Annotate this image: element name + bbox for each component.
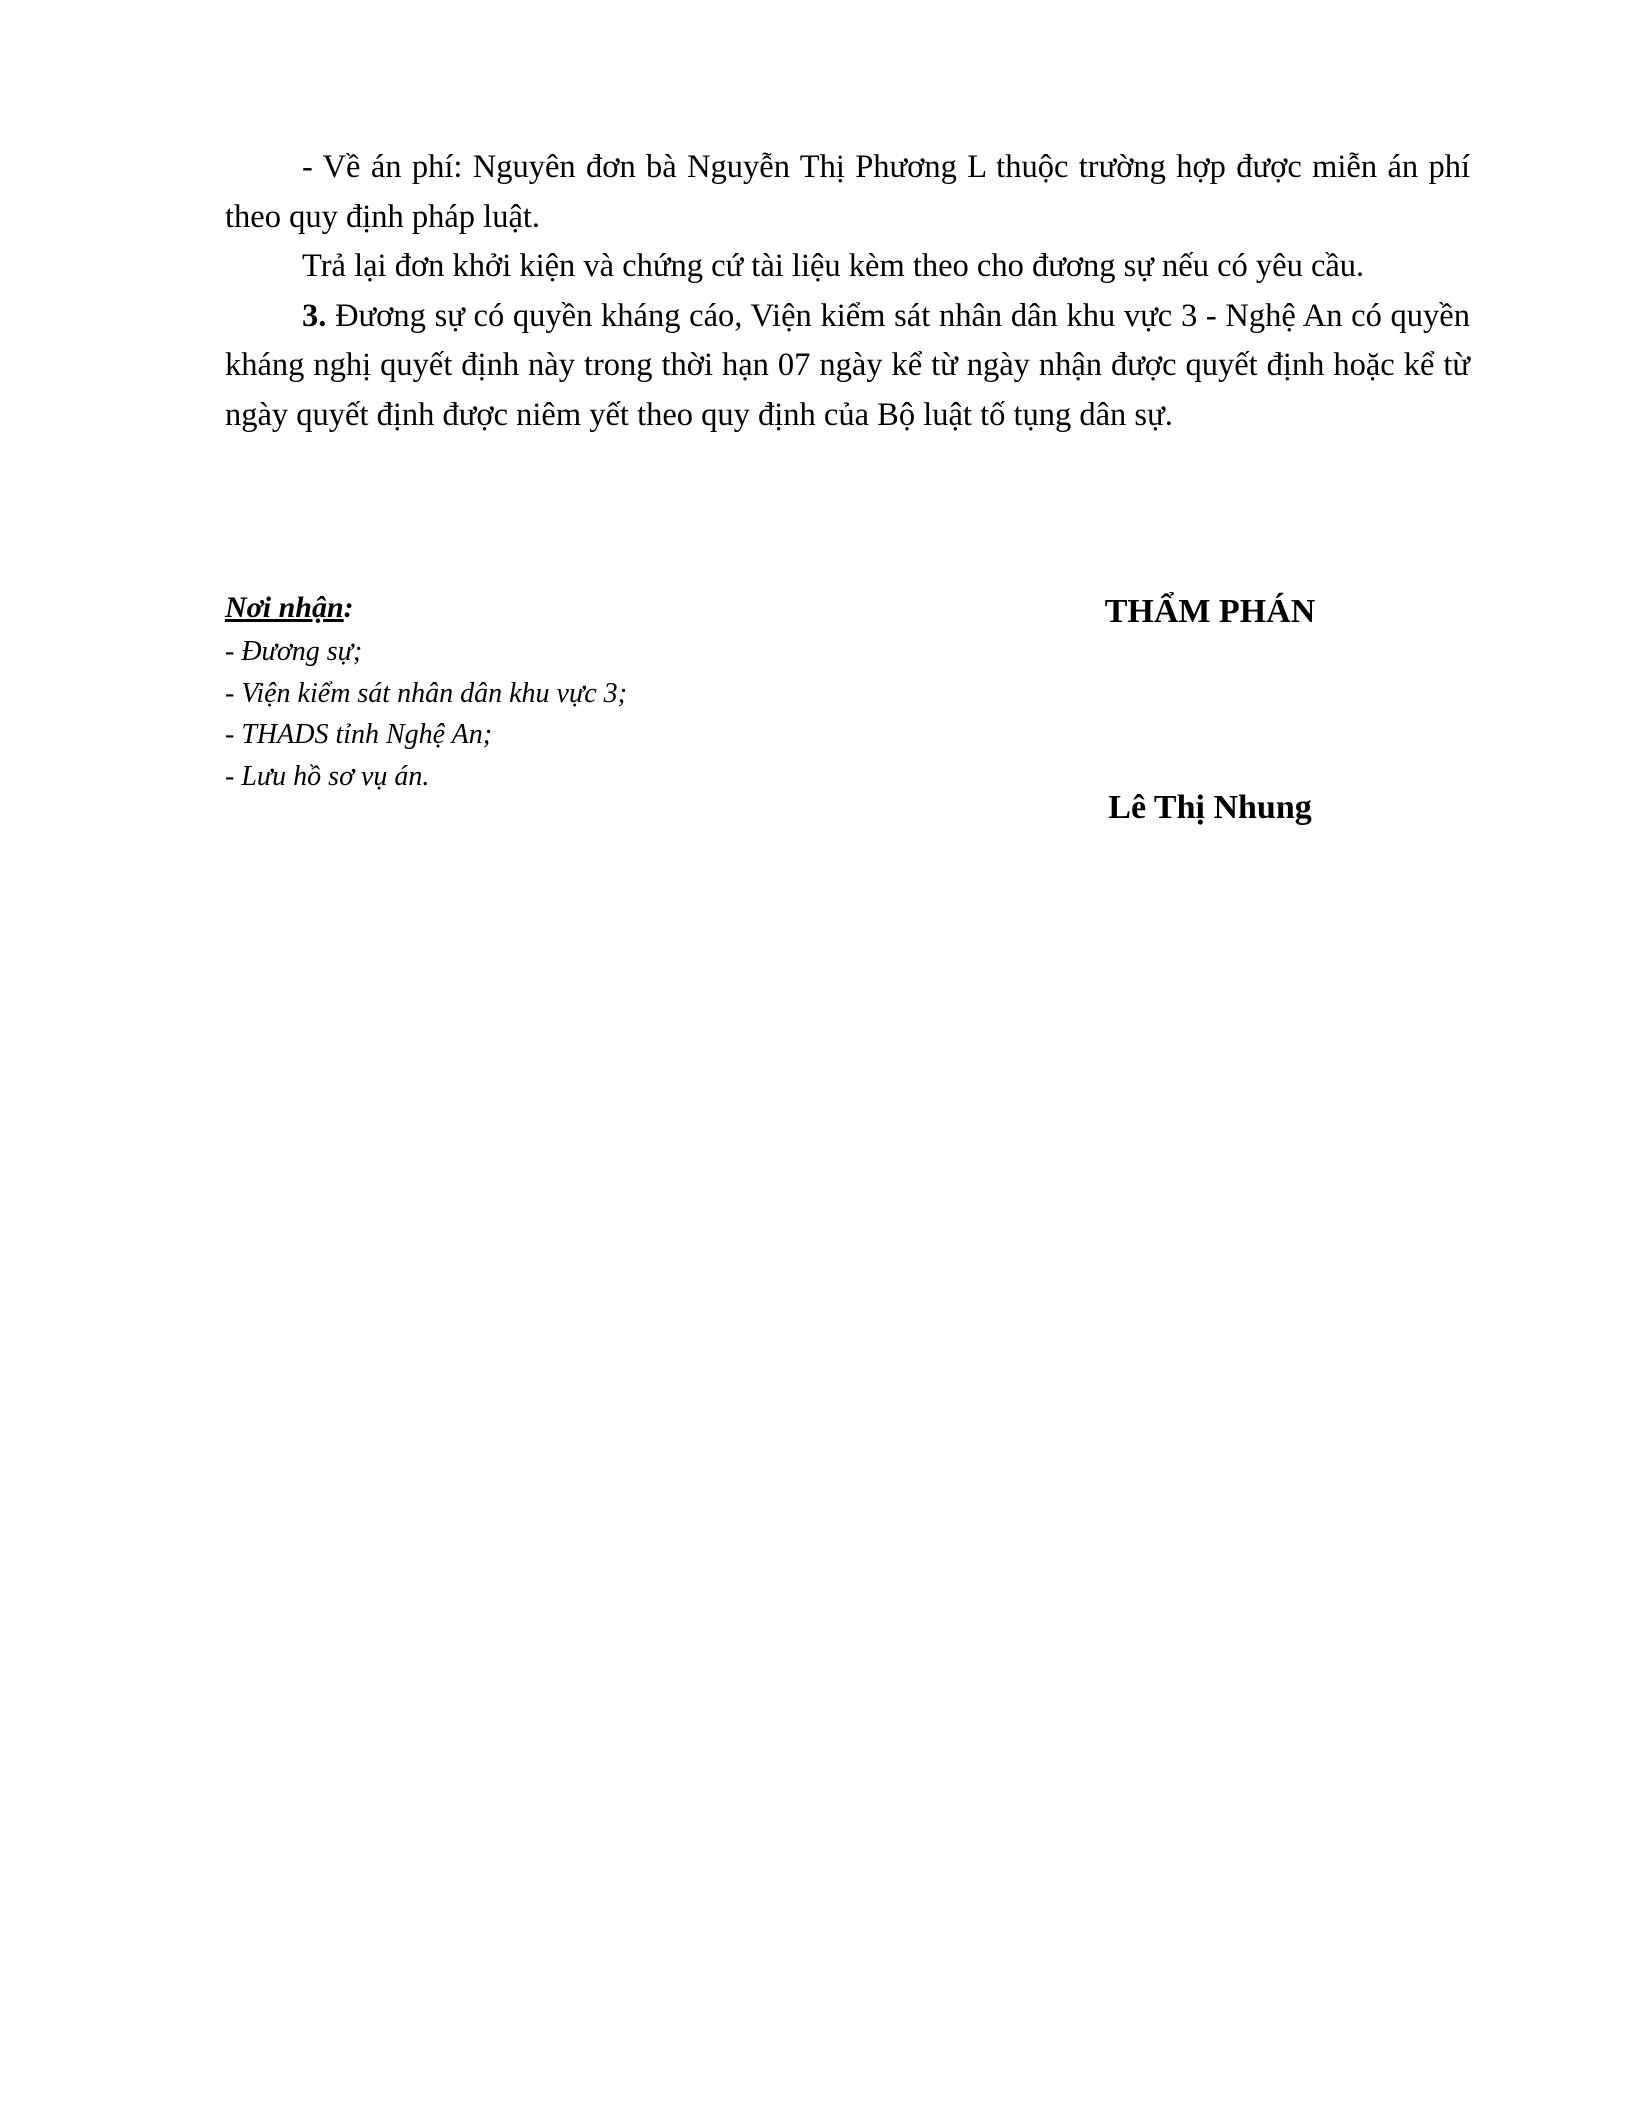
- section-number: 3.: [302, 297, 327, 334]
- decision-body: [225, 143, 1470, 440]
- recipients-list: [225, 631, 925, 797]
- recipient-item: - Viện kiểm sát nhân dân khu vực 3;: [225, 677, 627, 709]
- recipients-title: Nơi nhận: [225, 591, 344, 624]
- recipients-block: [225, 588, 925, 797]
- court-fee-paragraph: - Về án phí: Nguyên đơn bà Nguyễn Thị Phương L thuộc trường hợp được miễn án phí theo quy định pháp luật.: [225, 149, 1470, 235]
- recipient-item: - Lưu hồ sơ vụ án.: [225, 760, 430, 792]
- recipient-item: - Đương sự;: [225, 636, 363, 667]
- recipient-item: - THADS tỉnh Nghệ An;: [225, 719, 493, 750]
- return-documents-paragraph: Trả lại đơn khởi kiện và chứng cứ tài liệu kèm theo cho đương sự nếu có yêu cầu.: [302, 248, 1365, 284]
- signer-title: THẨM PHÁN: [1104, 593, 1316, 630]
- recipients-colon: :: [343, 591, 354, 624]
- signer-name: Lê Thị Nhung: [1108, 789, 1312, 826]
- appeal-rights-paragraph: [225, 292, 1470, 441]
- appeal-rights-text: Đương sự có quyền kháng cáo, Viện kiểm sát nhân dân khu vực 3 - Nghệ An có quyền kháng nghị quyết định này trong thời hạn 07 ngày kể từ ngày nhận được quyết định hoặc kể từ ngày quyết định được niêm yết theo quy định của Bộ luật tố tụng dân sự.: [225, 297, 1470, 433]
- recipients-heading: [225, 588, 925, 628]
